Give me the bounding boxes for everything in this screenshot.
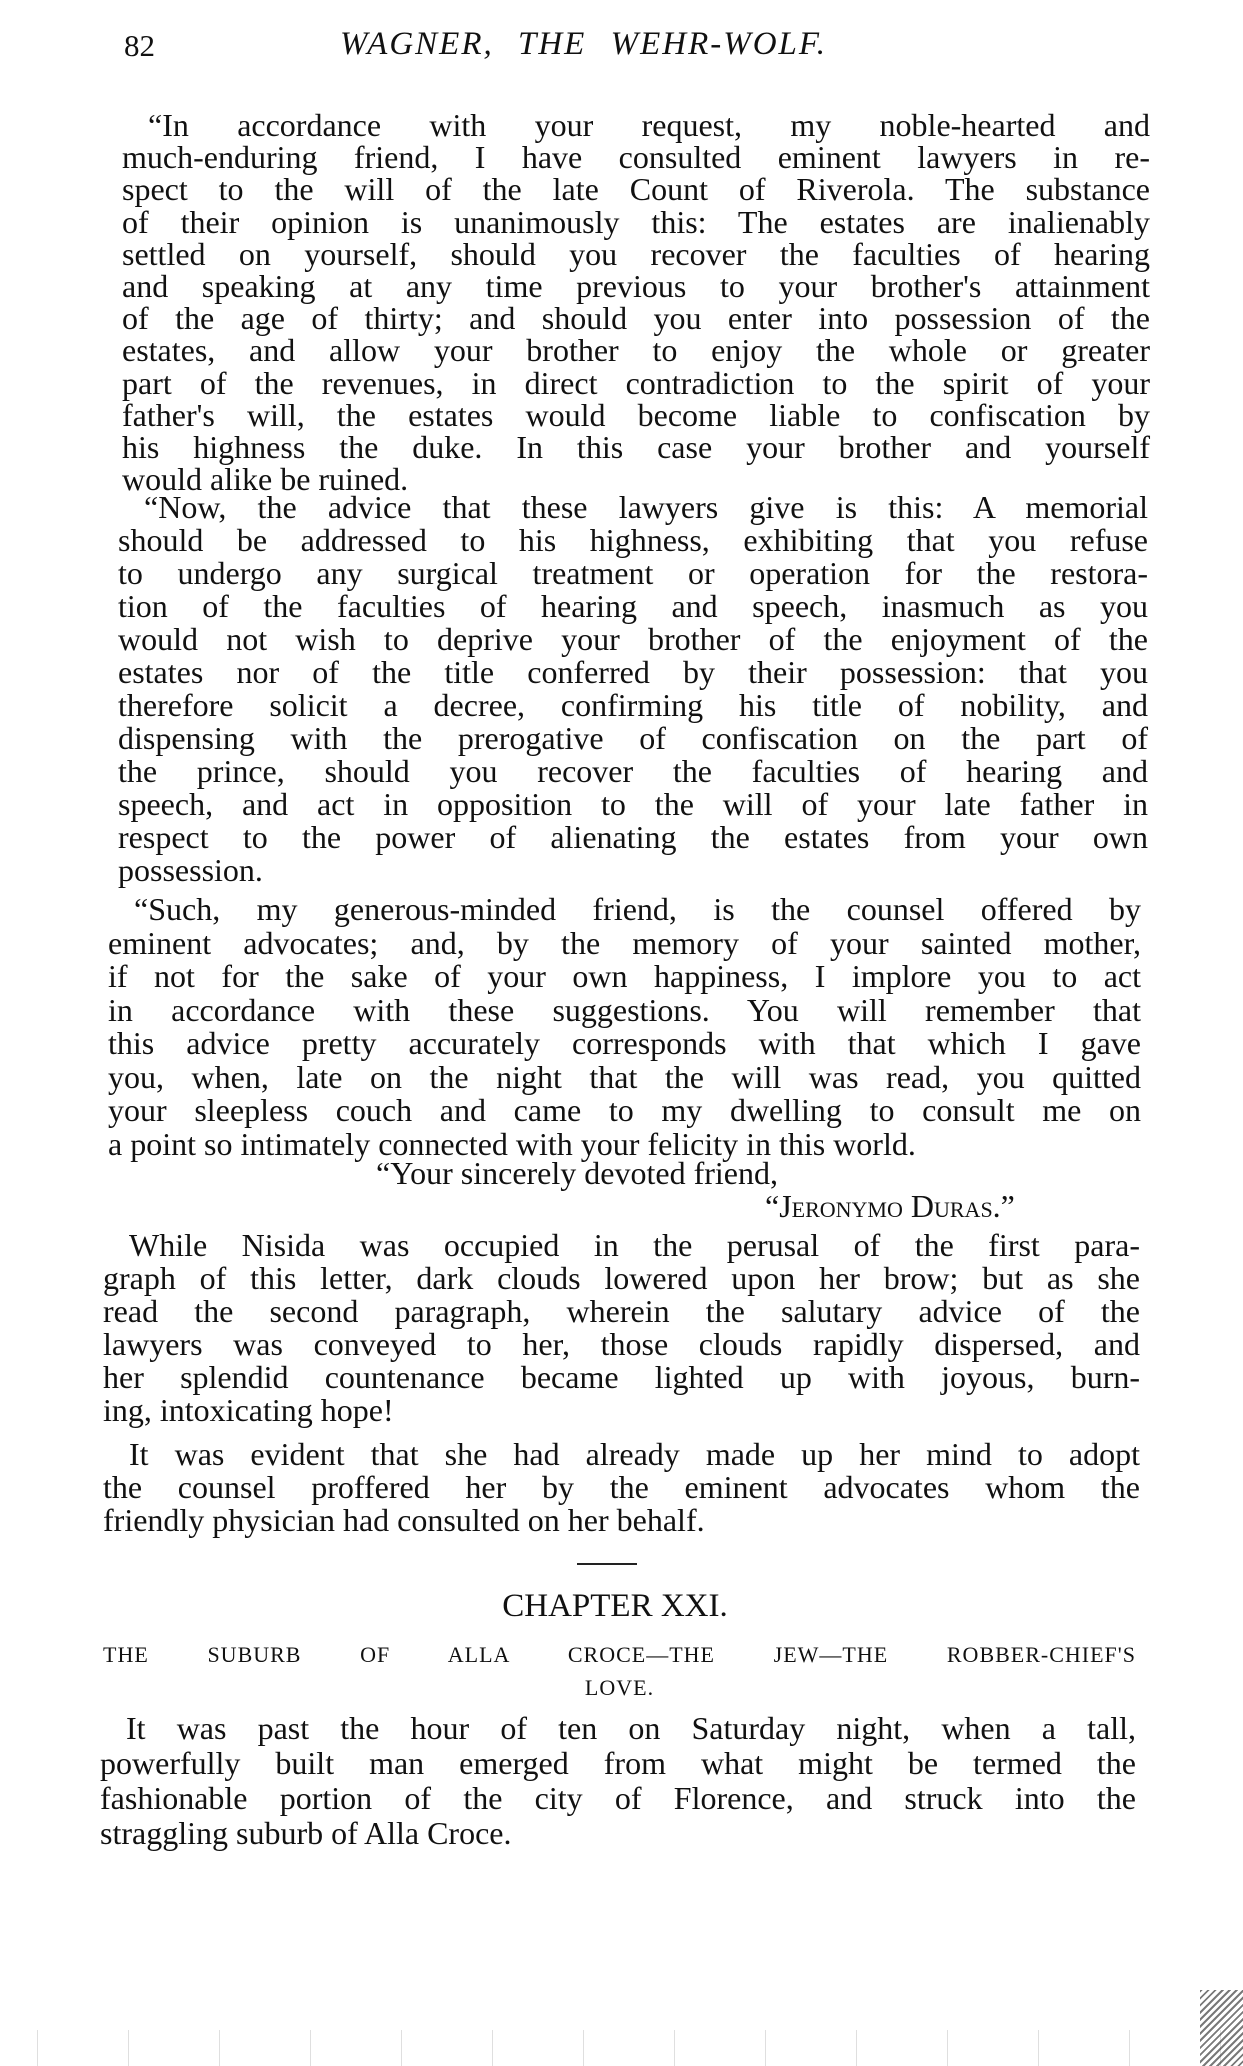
narrative-paragraph bbox=[103, 1229, 1140, 1427]
text-line: “In accordance with your request, my noble-hearted and bbox=[148, 107, 1150, 143]
text-line: father's will, the estates would become liable to confiscation by bbox=[122, 396, 1150, 433]
text-line: a point so intimately connected with your felicity in this world. bbox=[108, 1125, 916, 1162]
letter-paragraph bbox=[118, 491, 1148, 887]
text-line: respect to the power of alienating the estates from your own bbox=[118, 819, 1148, 855]
letter-paragraph bbox=[108, 893, 1141, 1161]
text-line: It was evident that she had already made up her mind to adopt bbox=[129, 1436, 1140, 1472]
text-line: fashionable portion of the city of Florence, and struck into the bbox=[100, 1780, 1136, 1816]
text-line: would alike be ruined. bbox=[122, 461, 409, 498]
text-line: graph of this letter, dark clouds lowered upon her brow; but as she bbox=[103, 1260, 1140, 1296]
text-line: much-enduring friend, I have consulted eminent lawyers in re- bbox=[122, 139, 1150, 176]
text-line: you, when, late on the night that the will was read, you quitted bbox=[108, 1058, 1141, 1095]
text-line: straggling suburb of Alla Croce. bbox=[100, 1815, 512, 1851]
scan-blot bbox=[1200, 1990, 1243, 2066]
text-line: if not for the sake of your own happiness, I implore you to act bbox=[108, 958, 1141, 994]
text-line: should be addressed to his highness, exhibiting that you refuse bbox=[118, 522, 1148, 558]
text-line: spect to the will of the late Count of Riverola. The substance bbox=[122, 171, 1150, 208]
text-line: estates nor of the title conferred by their possession: that you bbox=[118, 654, 1148, 690]
letter-paragraph bbox=[122, 107, 1150, 498]
text-line: to undergo any surgical treatment or operation for the restora- bbox=[118, 555, 1148, 591]
text-line: of their opinion is unanimously this: The estates are inalienably bbox=[122, 203, 1150, 240]
text-line: in accordance with these suggestions. You will remember that bbox=[108, 991, 1141, 1028]
text-line: settled on yourself, should you recover the faculties of hearing bbox=[122, 235, 1150, 272]
chapter-opening-paragraph bbox=[100, 1711, 1136, 1851]
chapter-title: CHAPTER XXI. bbox=[502, 1588, 728, 1624]
text-line: possession. bbox=[118, 852, 263, 888]
text-line: friendly physician had consulted on her behalf. bbox=[103, 1502, 705, 1538]
text-line: therefore solicit a decree, confirming his title of nobility, and bbox=[118, 687, 1148, 723]
page-number: 82 bbox=[124, 28, 155, 63]
text-line: the prince, should you recover the faculties of hearing and bbox=[118, 753, 1148, 789]
letter-closing: “Your sincerely devoted friend, bbox=[376, 1155, 778, 1191]
text-line: your sleepless couch and came to my dwelling to consult me on bbox=[108, 1092, 1141, 1128]
text-line: would not wish to deprive your brother of the enjoyment of the bbox=[118, 621, 1148, 657]
text-line: ing, intoxicating hope! bbox=[103, 1392, 394, 1428]
chapter-subtitle bbox=[103, 1638, 1136, 1704]
narrative-paragraph bbox=[103, 1438, 1140, 1537]
letter-signature: “Jeronymo Duras.” bbox=[765, 1188, 1015, 1224]
text-line: tion of the faculties of hearing and speech, inasmuch as you bbox=[118, 588, 1148, 624]
text-line: his highness the duke. In this case your brother and yourself bbox=[122, 429, 1150, 466]
text-line: lawyers was conveyed to her, those clouds rapidly dispersed, and bbox=[103, 1326, 1140, 1362]
text-line: “Now, the advice that these lawyers give is this: A memorial bbox=[144, 489, 1148, 525]
scan-noise bbox=[0, 2030, 1243, 2066]
text-line: eminent advocates; and, by the memory of your sainted mother, bbox=[108, 924, 1141, 961]
chapter-subtitle-line: LOVE. bbox=[584, 1675, 655, 1700]
text-line: the counsel proffered her by the eminent advocates whom the bbox=[103, 1469, 1140, 1505]
text-line: her splendid countenance became lighted up with joyous, burn- bbox=[103, 1359, 1140, 1395]
text-line: dispensing with the prerogative of confiscation on the part of bbox=[118, 720, 1148, 756]
section-divider bbox=[577, 1563, 637, 1565]
text-line: “Such, my generous-minded friend, is the counsel offered by bbox=[134, 891, 1141, 927]
text-line: It was past the hour of ten on Saturday night, when a tall, bbox=[126, 1710, 1136, 1746]
text-line: estates, and allow your brother to enjoy the whole or greater bbox=[122, 332, 1150, 369]
text-line: read the second paragraph, wherein the salutary advice of the bbox=[103, 1293, 1140, 1329]
text-line: speech, and act in opposition to the will of your late father in bbox=[118, 786, 1148, 822]
chapter-subtitle-line: THE SUBURB OF ALLA CROCE—THE JEW—THE ROBBER-CHIEF'S bbox=[103, 1642, 1136, 1667]
text-line: this advice pretty accurately corresponds with that which I gave bbox=[108, 1025, 1141, 1061]
text-line: powerfully built man emerged from what might be termed the bbox=[100, 1745, 1136, 1781]
text-line: and speaking at any time previous to your brother's attainment bbox=[122, 268, 1150, 305]
text-line: of the age of thirty; and should you enter into possession of the bbox=[122, 300, 1150, 337]
text-line: While Nisida was occupied in the perusal of the first para- bbox=[129, 1227, 1140, 1263]
text-line: part of the revenues, in direct contradiction to the spirit of your bbox=[122, 364, 1150, 401]
running-title: WAGNER, THE WEHR-WOLF. bbox=[340, 26, 828, 62]
